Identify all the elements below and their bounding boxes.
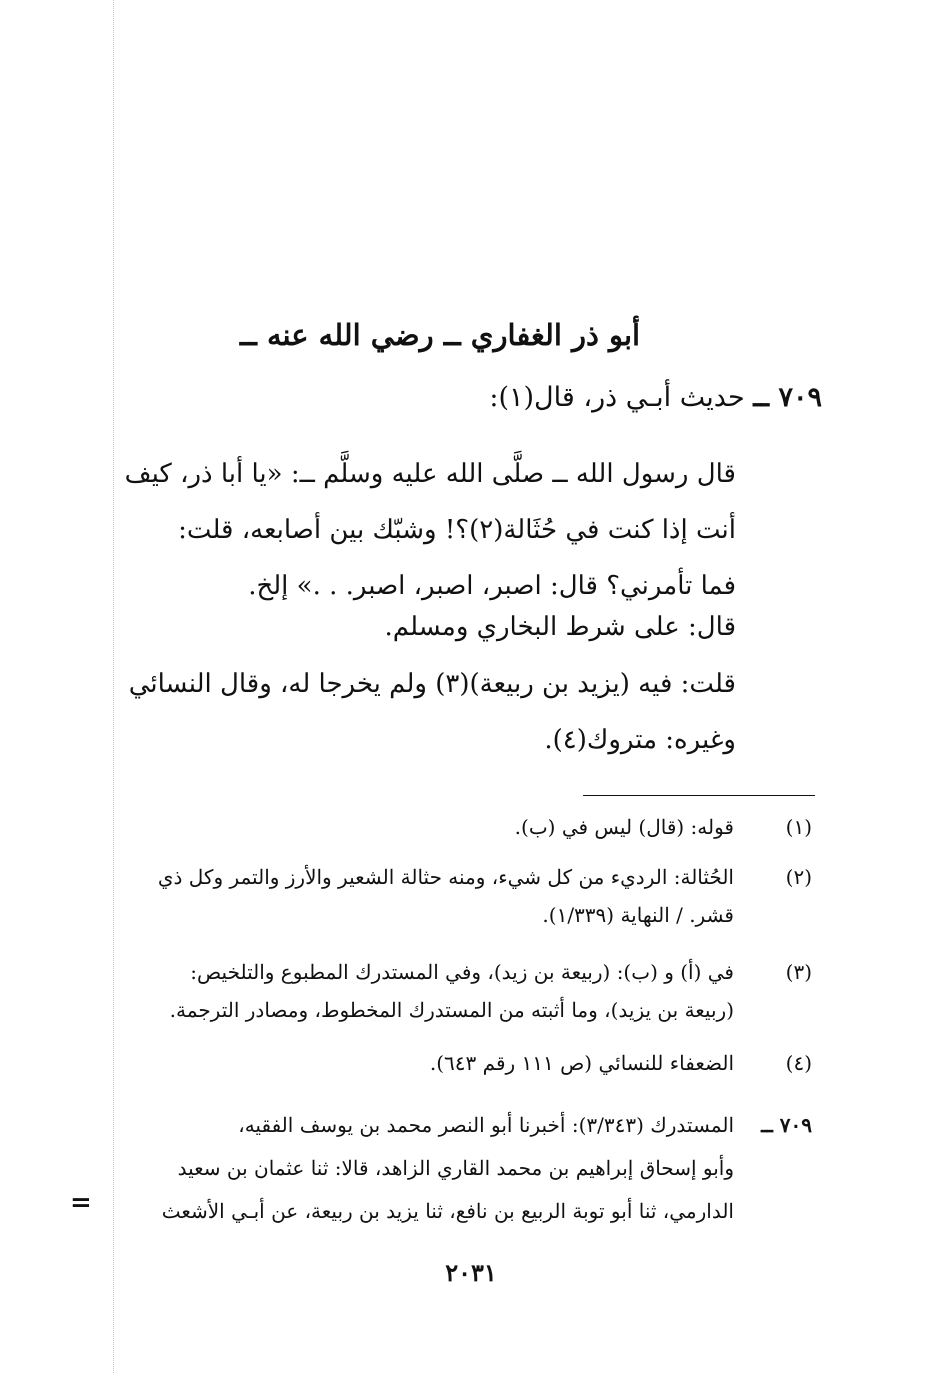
page-number: ٢٠٣١	[445, 1258, 497, 1287]
hadith-text	[118, 446, 736, 614]
mustadrak-line: الدارمي، ثنا أبو توبة الربيع بن نافع، ثنا يزيد بن ربيعة، عن أبـي الأشعث	[161, 1199, 734, 1223]
footnote-number: (٢)	[785, 865, 812, 889]
footnote-3	[112, 953, 812, 1029]
footnote-line: قوله: (قال) ليس في (ب).	[514, 815, 734, 839]
footnote-separator	[583, 795, 815, 796]
footnote-2	[112, 858, 812, 934]
footnote-line: الضعفاء للنسائي (ص ١١١ رقم ٦٤٣).	[429, 1051, 734, 1075]
mustadrak-line: المستدرك (٣/٣٤٣): أخبرنا أبو النصر محمد بن يوسف الفقيه،	[238, 1113, 734, 1137]
footnote-number: (٤)	[785, 1051, 812, 1075]
footnote-line: في (أ) و (ب): (ربيعة بن زيد)، وفي المستدرك المطبوع والتلخيص:	[190, 960, 734, 984]
entry-number: ٧٠٩ ــ	[753, 382, 822, 413]
footnote-number: (١)	[785, 815, 812, 839]
dhahabi-line: وغيره: متروك(٤).	[544, 725, 736, 755]
hadith-line: أنت إذا كنت في حُثَالة(٢)؟! وشبّك بين أصابعه، قلت:	[178, 515, 736, 545]
footnote-line: الحُثالة: الرديء من كل شيء، ومنه حثالة الشعير والأرز والتمر وكل ذي	[157, 865, 734, 889]
hakim-verdict	[118, 599, 736, 655]
entry-heading	[489, 382, 822, 413]
hadith-line: فما تأمرني؟ قال: اصبر، اصبر، اصبر. . .» إلخ.	[248, 571, 736, 601]
mustadrak-line: وأبو إسحاق إبراهيم بن محمد القاري الزاهد، قالا: ثنا عثمان بن سعيد	[177, 1156, 734, 1180]
continuation-mark: =	[70, 1188, 92, 1218]
hadith-line: قال رسول الله ــ صلَّى الله عليه وسلَّم ــ: «يا أبا ذر، كيف	[124, 459, 736, 489]
entry-title: حديث أبـي ذر، قال(١):	[489, 382, 745, 413]
footnote-line: (ربيعة بن يزيد)، وما أثبته من المستدرك المخطوط، ومصادر الترجمة.	[169, 998, 734, 1022]
footnote-line: قشر. / النهاية (١/٣٣٩).	[542, 903, 734, 927]
mustadrak-number: ٧٠٩ ــ	[761, 1113, 812, 1137]
mustadrak-source	[112, 1104, 812, 1233]
footnote-1	[112, 808, 812, 846]
footnote-number: (٣)	[785, 960, 812, 984]
dhahabi-comment	[118, 656, 736, 768]
dhahabi-line: قلت: فيه (يزيد بن ربيعة)(٣) ولم يخرجا له، وقال النسائي	[128, 669, 736, 699]
section-heading: أبو ذر الغفاري ــ رضي الله عنه ــ	[239, 318, 641, 352]
footnote-4	[112, 1044, 812, 1082]
hakim-line: قال: على شرط البخاري ومسلم.	[384, 612, 736, 642]
